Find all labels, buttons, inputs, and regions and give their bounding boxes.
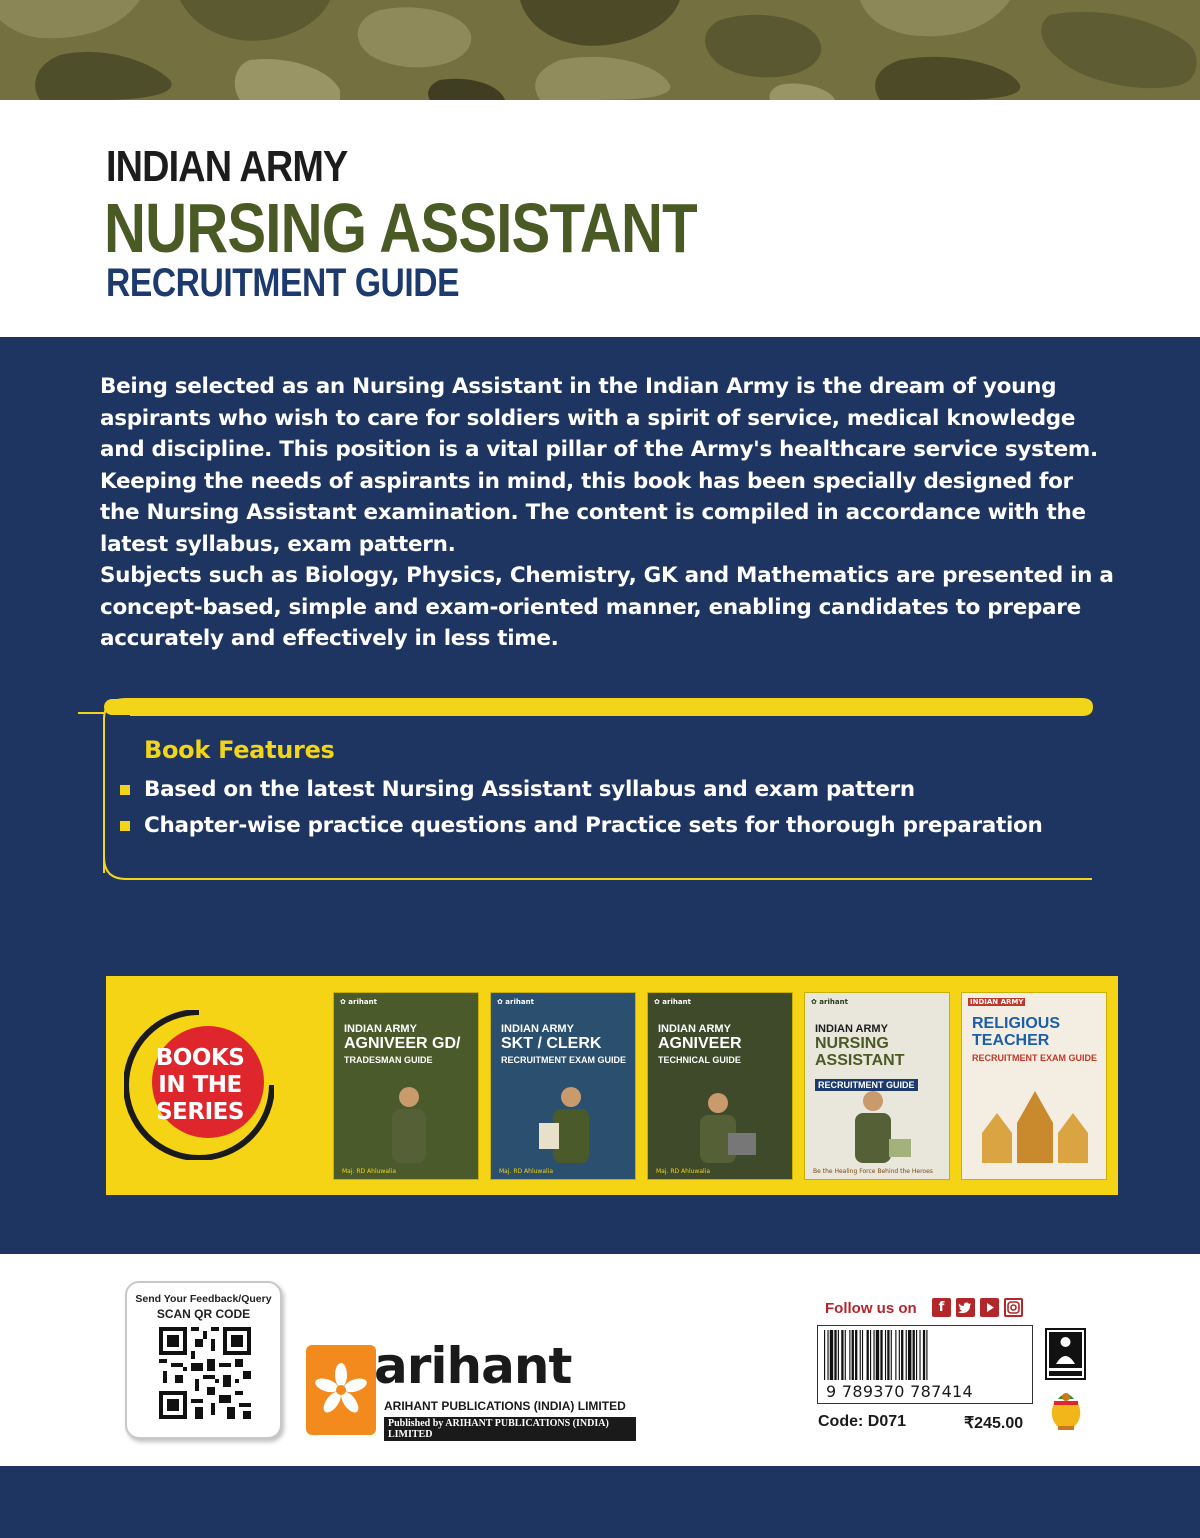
book-subtitle: RECRUITMENT EXAM GUIDE — [501, 1055, 627, 1065]
book-title: SKT / CLERK — [501, 1035, 602, 1052]
book-price: ₹245.00 — [964, 1415, 1024, 1432]
book-title: AGNIVEER — [658, 1035, 742, 1052]
book-code: Code: D071 — [818, 1413, 907, 1430]
arihant-mini-logo: ✿ arihant — [497, 998, 534, 1006]
isbn-number: 9 789370 787414 — [826, 1382, 974, 1401]
book-title: RELIGIOUS TEACHER — [972, 1015, 1061, 1049]
brand-name: arihant — [374, 1337, 572, 1395]
description-panel — [0, 337, 1200, 1254]
book-cover-agniveer-gd[interactable] — [333, 992, 479, 1180]
soldier-figure-icon — [845, 1083, 915, 1163]
book-pre: INDIAN ARMY — [658, 1023, 731, 1035]
bottom-bar — [0, 1466, 1200, 1538]
barcode-icon — [824, 1330, 1026, 1382]
jain-deity-logo-icon — [1045, 1328, 1086, 1380]
title-recruitment-guide: RECRUITMENT GUIDE — [106, 261, 460, 305]
title-indian-army: INDIAN ARMY — [106, 142, 348, 191]
brand-company: ARIHANT PUBLICATIONS (INDIA) LIMITED — [384, 1399, 626, 1413]
youtube-icon[interactable] — [980, 1298, 999, 1317]
arihant-brand — [306, 1337, 636, 1440]
qr-label: Send Your Feedback/Query — [135, 1293, 272, 1305]
title-header — [0, 100, 1200, 337]
list-item — [120, 772, 1043, 808]
series-badge-line: BOOKS — [155, 1045, 245, 1071]
footer — [0, 1254, 1200, 1466]
camouflage-banner — [0, 0, 1200, 100]
isbn-barcode — [817, 1325, 1033, 1404]
book-subtitle: RECRUITMENT EXAM GUIDE — [972, 1053, 1098, 1063]
arihant-mini-logo: ✿ arihant — [811, 998, 848, 1006]
facebook-icon[interactable]: f — [932, 1298, 951, 1317]
feature-text: Based on the latest Nursing Assistant syllabus and exam pattern — [144, 777, 915, 802]
qr-feedback-card[interactable] — [125, 1281, 282, 1439]
bullet-icon — [120, 785, 130, 795]
book-pre: INDIAN ARMY — [815, 1023, 888, 1035]
features-list — [120, 772, 1043, 844]
brand-published-by: Published by ARIHANT PUBLICATIONS (INDIA) LIMITED — [384, 1417, 636, 1441]
soldier-figure-icon — [374, 1083, 444, 1163]
description-paragraph: Being selected as an Nursing Assistant in the Indian Army is the dream of young aspirants who wish to care for soldiers with a spirit of service, medical knowledge and discipline. This position is a vital pillar of the Army's healthcare service system. — [100, 374, 1098, 462]
book-title: NURSING ASSISTANT — [815, 1035, 905, 1069]
book-cover-religious-teacher[interactable] — [961, 992, 1107, 1180]
arihant-mini-logo: ✿ arihant — [340, 998, 377, 1006]
bullet-icon — [120, 821, 130, 831]
series-badge-line: SERIES — [156, 1099, 244, 1125]
book-author: Maj. RD Ahluwalia — [499, 1168, 554, 1175]
qr-code-icon[interactable] — [159, 1327, 251, 1419]
temple-illustration-icon — [972, 1083, 1098, 1163]
book-pre: INDIAN ARMY — [344, 1023, 417, 1035]
book-cover-nursing-assistant[interactable] — [804, 992, 950, 1180]
list-item — [120, 808, 1043, 844]
book-pre: INDIAN ARMY — [501, 1023, 574, 1035]
title-nursing-assistant: NURSING ASSISTANT — [104, 189, 697, 267]
twitter-icon[interactable] — [956, 1298, 975, 1317]
description-paragraph: Subjects such as Biology, Physics, Chemistry, GK and Mathematics are presented in a concept-based, simple and exam-oriented manner, enabling candidates to prepare accurately and effectively in less time. — [100, 563, 1114, 651]
book-author: Maj. RD Ahluwalia — [342, 1168, 397, 1175]
arihant-logo-icon — [306, 1345, 376, 1435]
instagram-icon[interactable] — [1004, 1298, 1023, 1317]
description-text — [100, 371, 1115, 655]
book-cover-skt-clerk[interactable] — [490, 992, 636, 1180]
book-title: AGNIVEER GD/ — [344, 1035, 461, 1052]
book-subtitle: TRADESMAN GUIDE — [344, 1055, 433, 1065]
book-author: Maj. RD Ahluwalia — [656, 1168, 711, 1175]
series-badge-label — [144, 1045, 256, 1126]
follow-label: Follow us on — [825, 1300, 917, 1317]
description-paragraph: Keeping the needs of aspirants in mind, this book has been specially designed for the Nursing Assistant examination. The content is compiled in accordance with the latest syllabus, exam pattern. — [100, 468, 1086, 557]
kalash-icon — [1046, 1389, 1086, 1431]
arihant-mini-logo: ✿ arihant — [654, 998, 691, 1006]
book-cover-agniveer-technical[interactable] — [647, 992, 793, 1180]
series-badge-line: IN THE — [158, 1072, 242, 1098]
feature-text: Chapter-wise practice questions and Practice sets for thorough preparation — [144, 813, 1043, 838]
soldier-figure-icon — [688, 1083, 758, 1163]
soldier-figure-icon — [531, 1083, 601, 1163]
book-caption: Be the Healing Force Behind the Heroes — [813, 1168, 933, 1175]
qr-scan-label: SCAN QR CODE — [156, 1307, 251, 1321]
book-subtitle: TECHNICAL GUIDE — [658, 1055, 741, 1065]
book-subtitle: RECRUITMENT GUIDE — [815, 1079, 918, 1091]
features-title: Book Features — [144, 736, 335, 764]
books-in-series-strip — [106, 976, 1118, 1195]
book-pre-badge: INDIAN ARMY — [970, 998, 1024, 1006]
